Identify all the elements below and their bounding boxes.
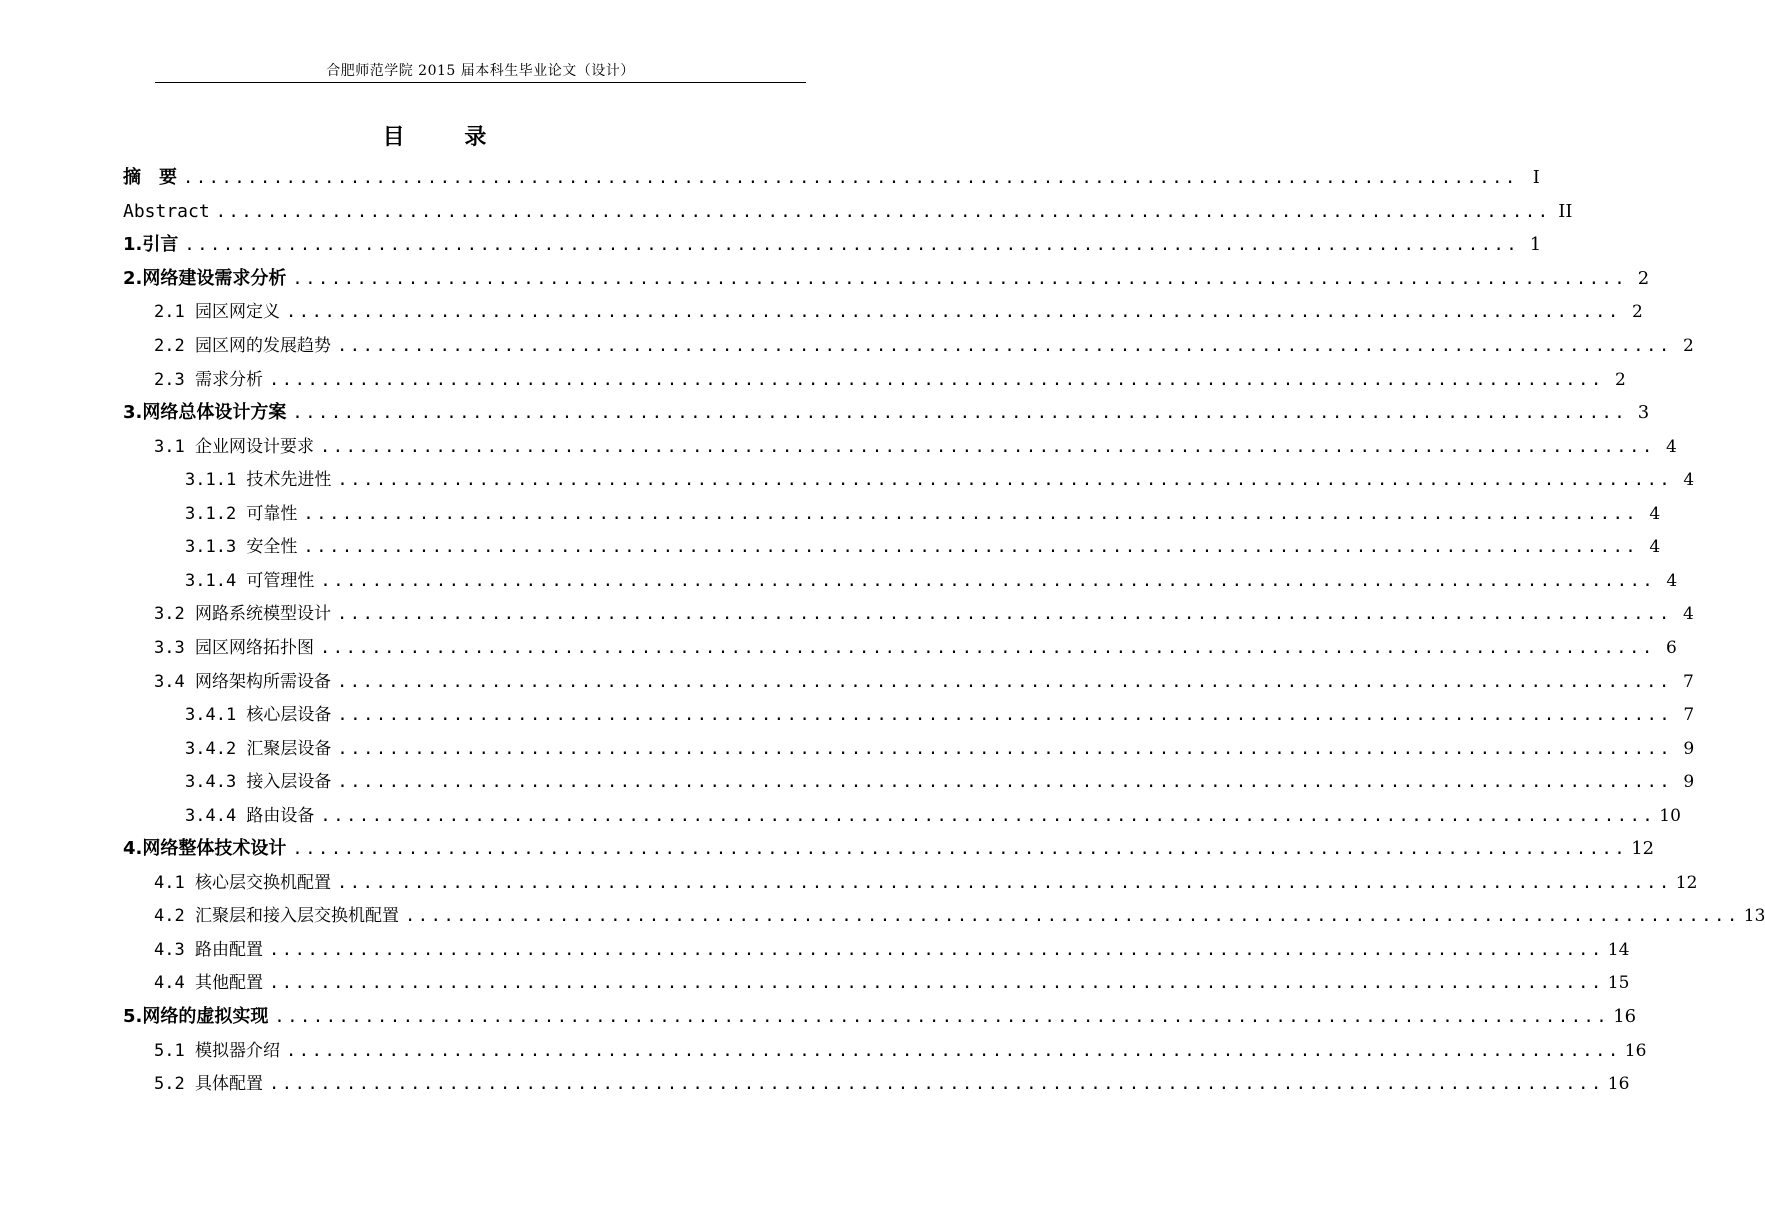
toc-entry-label: Abstract — [123, 201, 210, 222]
toc-entry-page: 4 — [1682, 604, 1694, 624]
toc-entry-page: 7 — [1683, 705, 1695, 725]
toc-entry[interactable] — [154, 602, 1694, 626]
toc-entry-page: 1 — [1529, 234, 1542, 255]
toc-entry-label: 3.4 网络架构所需设备 — [154, 672, 331, 692]
toc-entry[interactable] — [185, 569, 1678, 593]
toc-entry-page: Ⅰ — [1532, 167, 1540, 188]
toc-entry[interactable] — [154, 871, 1698, 895]
toc-leader-dots: ........................................................................................................ — [336, 604, 1672, 624]
toc-leader-dots: ........................................................................................................ — [285, 302, 1621, 322]
toc-entry[interactable] — [185, 502, 1661, 526]
toc-entry[interactable] — [154, 300, 1643, 324]
toc-entry-label: 3.4.2 汇聚层设备 — [185, 739, 332, 759]
toc-entry-label: 4.3 路由配置 — [154, 940, 263, 960]
toc-entry-label: 3.1.2 可靠性 — [185, 504, 298, 524]
toc-entry[interactable] — [154, 334, 1694, 358]
toc-entry-page: 4 — [1666, 571, 1678, 591]
toc-leader-dots: ........................................................................................................ — [268, 940, 1604, 960]
toc-leader-dots: ........................................................................................................ — [303, 537, 1639, 557]
toc-leader-dots: ........................................................................................................ — [337, 470, 1673, 490]
toc-entry-label: 3.1.1 技术先进性 — [185, 470, 332, 490]
toc-entry-label: 5.网络的虚拟实现 — [123, 1006, 269, 1027]
toc-entry-page: 14 — [1607, 940, 1630, 960]
toc-entry-label: 4.网络整体技术设计 — [123, 838, 287, 859]
toc-entry-page: 10 — [1659, 806, 1681, 826]
toc-entry[interactable] — [123, 837, 1655, 861]
toc-entry-label: 3.1 企业网设计要求 — [154, 437, 314, 457]
toc-entry-label: 4.2 汇聚层和接入层交换机配置 — [154, 906, 399, 926]
toc-entry-page: 4 — [1683, 470, 1695, 490]
toc-entry[interactable] — [185, 770, 1695, 794]
toc-entry-page: 9 — [1683, 739, 1695, 759]
toc-leader-dots: ........................................................................................................ — [319, 437, 1655, 457]
toc-entry-label: 3.网络总体设计方案 — [123, 402, 287, 423]
page-header: 合肥师范学院 2015 届本科生毕业论文（设计） — [326, 63, 635, 79]
toc-entry-page: 2 — [1637, 268, 1650, 289]
toc-leader-dots: ........................................................................................................ — [303, 504, 1639, 524]
toc-entry-label: 2.1 园区网定义 — [154, 302, 280, 322]
header-rule — [155, 82, 806, 83]
page-title: 目 录 — [382, 125, 513, 150]
toc-entry-page: 7 — [1682, 672, 1694, 692]
toc-entry[interactable] — [154, 904, 1765, 928]
toc-entry-label: 5.1 模拟器介绍 — [154, 1041, 280, 1061]
toc-entry-page: 12 — [1675, 873, 1698, 893]
toc-entry-label: 2.2 园区网的发展趋势 — [154, 336, 331, 356]
toc-entry[interactable] — [154, 938, 1630, 962]
toc-entry-page: 9 — [1683, 772, 1695, 792]
toc-entry[interactable] — [154, 636, 1677, 660]
toc-entry-page: 15 — [1607, 973, 1630, 993]
toc-entry-page: 2 — [1631, 302, 1643, 322]
toc-entry-page: 3 — [1637, 402, 1650, 423]
toc-leader-dots: ........................................................................................................ — [336, 873, 1672, 893]
toc-entry[interactable] — [185, 737, 1695, 761]
toc-leader-dots: ........................................................................................................ — [268, 973, 1604, 993]
toc-entry-page: 12 — [1631, 838, 1655, 859]
toc-entry-label: 3.4.4 路由设备 — [185, 806, 315, 826]
toc-entry-label: 4.4 其他配置 — [154, 973, 263, 993]
toc-entry[interactable] — [154, 1072, 1630, 1096]
toc-leader-dots: ........................................................................................................ — [319, 638, 1655, 658]
toc-leader-dots: ........................................................................................................ — [292, 403, 1628, 423]
toc-leader-dots: ........................................................................................................ — [337, 705, 1673, 725]
toc-entry[interactable] — [185, 703, 1695, 727]
toc-entry[interactable] — [123, 401, 1650, 425]
toc-entry[interactable] — [154, 368, 1626, 392]
toc-leader-dots: ........................................................................................................ — [184, 235, 1520, 255]
toc-leader-dots: ........................................................................................................ — [268, 1074, 1604, 1094]
toc-entry-label: 4.1 核心层交换机配置 — [154, 873, 331, 893]
toc-entry-page: 16 — [1613, 1006, 1637, 1027]
toc-entry[interactable] — [123, 267, 1650, 291]
toc-entry[interactable] — [123, 166, 1540, 190]
toc-entry-label: 3.2 网路系统模型设计 — [154, 604, 331, 624]
toc-entry-page: 13 — [1743, 906, 1765, 926]
toc-entry-page: 4 — [1665, 437, 1677, 457]
toc-entry[interactable] — [123, 233, 1542, 257]
toc-leader-dots: ........................................................................................................ — [292, 269, 1628, 289]
toc-entry-label: 2.3 需求分析 — [154, 370, 263, 390]
toc-entry-page: 16 — [1607, 1074, 1630, 1094]
toc-entry-label: 1.引言 — [123, 234, 179, 255]
toc-entry-label: 2.网络建设需求分析 — [123, 268, 287, 289]
toc-leader-dots: ........................................................................................................ — [292, 839, 1628, 859]
toc-leader-dots: ........................................................................................................ — [404, 906, 1740, 926]
toc-entry-label: 5.2 具体配置 — [154, 1074, 263, 1094]
toc-entry-label: 3.4.1 核心层设备 — [185, 705, 332, 725]
toc-leader-dots: ........................................................................................................ — [320, 571, 1656, 591]
toc-entry[interactable] — [154, 1039, 1647, 1063]
toc-entry[interactable] — [185, 535, 1661, 559]
toc-entry-page: 2 — [1614, 370, 1626, 390]
toc-leader-dots: ........................................................................................................ — [274, 1007, 1610, 1027]
toc-entry-label: 3.1.4 可管理性 — [185, 571, 315, 591]
toc-leader-dots: ........................................................................................................ — [183, 168, 1518, 188]
toc-leader-dots: ........................................................................................................ — [215, 202, 1551, 222]
toc-entry[interactable] — [123, 200, 1573, 224]
toc-entry-label: 3.4.3 接入层设备 — [185, 772, 332, 792]
toc-entry-page: 4 — [1649, 537, 1661, 557]
toc-entry[interactable] — [185, 804, 1681, 828]
toc-entry-label: 3.1.3 安全性 — [185, 537, 298, 557]
toc-entry-page: II — [1558, 201, 1573, 222]
toc-leader-dots: ........................................................................................................ — [320, 806, 1656, 826]
toc-leader-dots: ........................................................................................................ — [336, 672, 1672, 692]
toc-entry-page: 16 — [1624, 1041, 1647, 1061]
toc-leader-dots: ........................................................................................................ — [337, 739, 1673, 759]
toc-entry-label: 摘 要 — [123, 167, 177, 188]
toc-entry-page: 2 — [1682, 336, 1694, 356]
toc-entry[interactable] — [154, 670, 1694, 694]
toc-entry-page: 6 — [1665, 638, 1677, 658]
toc-entry-page: 4 — [1649, 504, 1661, 524]
toc-entry-label: 3.3 园区网络拓扑图 — [154, 638, 314, 658]
toc-entry[interactable] — [154, 971, 1630, 995]
toc-leader-dots: ........................................................................................................ — [268, 370, 1604, 390]
toc-leader-dots: ........................................................................................................ — [336, 336, 1672, 356]
toc-leader-dots: ........................................................................................................ — [337, 772, 1673, 792]
toc-entry[interactable] — [185, 468, 1695, 492]
toc-entry[interactable] — [123, 1005, 1637, 1029]
toc-entry[interactable] — [154, 435, 1677, 459]
toc-leader-dots: ........................................................................................................ — [285, 1041, 1621, 1061]
